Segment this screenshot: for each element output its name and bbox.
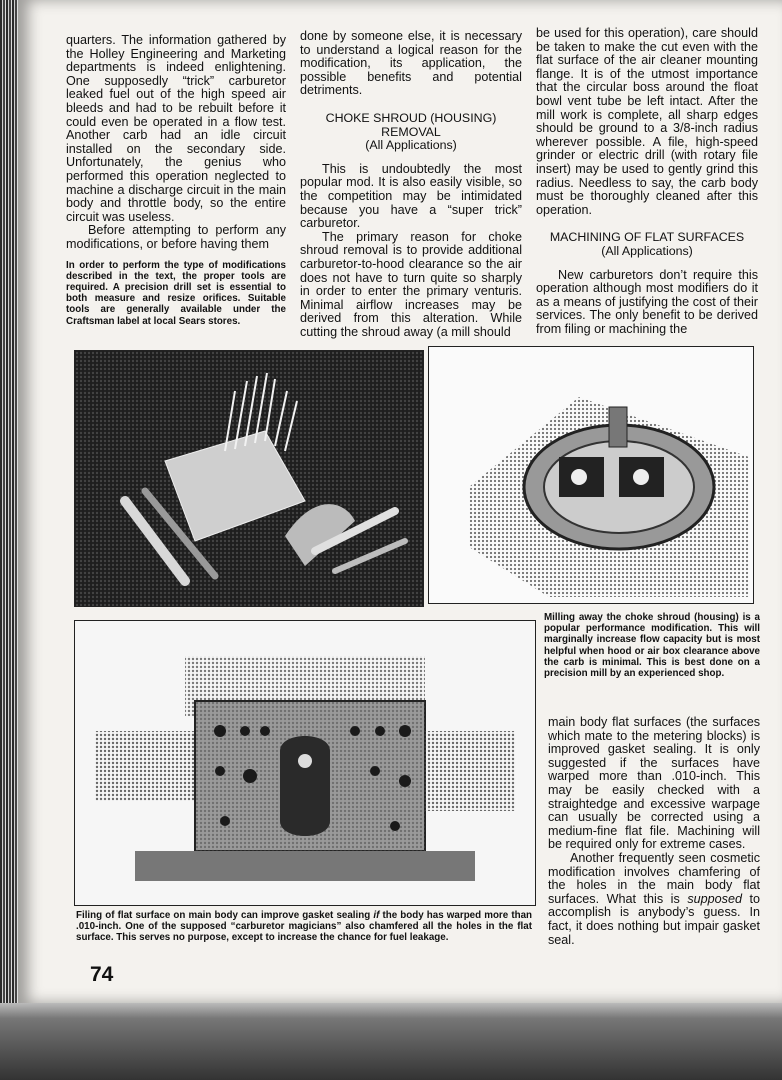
filing-caption: Filing of flat surface on main body can improve gasket sealing if the body has warped more than .010-inch. One of the supposed “carburetor magicians” also chamfered all the holes in the flat surface. This serves no purpose, except to increase the chance for fuel leakage. <box>76 910 532 944</box>
milled-carburetor-photo <box>428 346 754 604</box>
column-1 <box>66 34 286 327</box>
book-page <box>18 0 782 1003</box>
paragraph: This is undoubtedly the most popular mod. It is also easily visible, so the competition may be intimidated because you have a “super trick” carburetor. <box>300 161 522 231</box>
paragraph: Another frequently seen cosmetic modification involves chamfering of the holes in the main body flat surfaces. What this is supposed to accomplish is anybody’s guess. In fact, it does nothing but impair gasket seal. <box>548 850 760 947</box>
column-3-continued <box>548 716 760 947</box>
tools-caption: In order to perform the type of modifications described in the text, the proper tools are required. A precision drill set is essential to both measure and resize orifices. Suitable tools are generally available under the Craftsman label at local Sears stores. <box>66 259 286 327</box>
milling-caption: Milling away the choke shroud (housing) is a popular performance modification. This will marginally increase flow capacity but is most helpful when hood or air box clearance above the carb is minimal. This is best done on a precision mill by an experienced shop. <box>544 612 760 680</box>
section-heading-choke-shroud: CHOKE SHROUD (HOUSING) REMOVAL (All Applications) <box>325 110 497 153</box>
drill-set-illustration <box>75 351 423 606</box>
paragraph: done by someone else, it is necessary to understand a logical reason for the modification, its application, the possible benefits and potential detriments. <box>300 29 522 98</box>
column-3 <box>536 27 758 336</box>
paragraph: Before attempting to perform any modifications, or before having them <box>66 223 286 251</box>
drill-set-photo <box>74 350 424 607</box>
paragraph: quarters. The information gathered by the Holley Engineering and Marketing departments is indeed enlightening. One supposedly “trick” carburetor leaked fuel out of the high speed air bleeds and had to be rebuilt before it could even be operated in a flow test. Another carb had an idle circuit installed on the secondary side. Unfortunately, the genius who performed this operation neglected to machine a discharge circuit in the main body and throttle body, so the entire circuit was useless. <box>66 33 286 224</box>
carburetor-top-illustration <box>429 347 753 603</box>
paragraph: be used for this operation), care should be taken to make the cut even with the flat surface of the air cleaner mounting flange. It is of the utmost importance that the circular boss around the float bowl vent tube be left intact. After the mill work is complete, all sharp edges should be ground to a 3/8-inch radius wherever possible. A file, high-speed grinder or electric drill (with rotary file insert) may be used to gently grind this radius. Needless to say, the carb body must be thoroughly cleaned after this operation. <box>536 26 758 217</box>
main-body-illustration <box>75 621 535 905</box>
scanner-shadow <box>0 1003 782 1080</box>
section-heading-flat-surfaces: MACHINING OF FLAT SURFACES (All Applications) <box>549 230 745 258</box>
paragraph: main body flat surfaces (the surfaces which mate to the metering blocks) is improved gasket sealing. It is only suggested if the surfaces have warped more than .010-inch. This may be easily checked with a straightedge and excessive warpage can usually be corrected using a medium-fine flat file. Machining will be required only for extreme cases. <box>548 715 760 852</box>
paragraph: The primary reason for choke shroud removal is to provide additional carburetor-to-hood clearance so the air does not have to turn quite so sharply in order to enter the primary venturis. Minimal airflow increases may be derived from this alteration. While cutting the shroud away (a mill should <box>300 229 522 339</box>
page-number: 74 <box>90 963 114 986</box>
column-2 <box>300 30 522 339</box>
paragraph: New carburetors don’t require this operation although most modifiers do it as a means of justifying the cost of their services. The only benefit to be derived from filing or machining the <box>536 267 758 336</box>
main-body-photo <box>74 620 536 906</box>
